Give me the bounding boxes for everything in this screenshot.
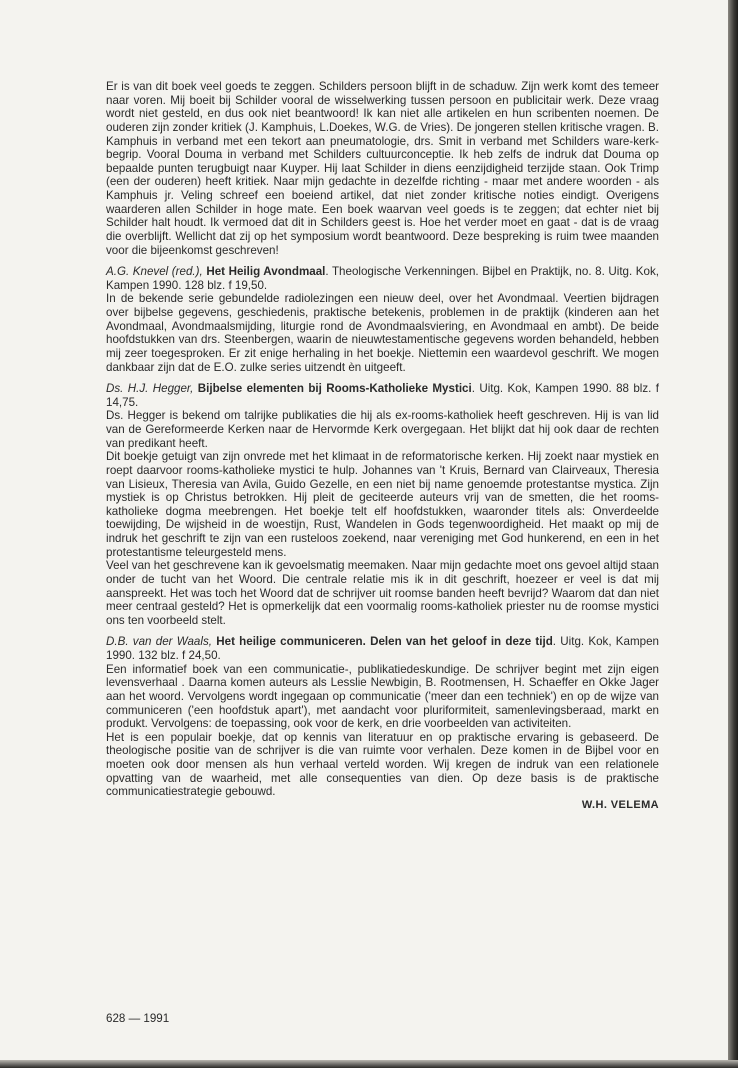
review-author: A.G. Knevel (red.), xyxy=(106,265,203,279)
review-details: . Theologische Verkenningen. Bijbel en Praktijk, no. 8. Uitg. Kok, Kampen 1990. 128 blz. f 19,50. xyxy=(106,265,659,292)
review-entry xyxy=(106,635,659,799)
page-bottom-edge xyxy=(0,1060,738,1068)
review-paragraph: Ds. Hegger is bekend om talrijke publikaties die hij als ex-rooms-katholiek heeft geschreven. Hij is van lid van de Gereformeerde Kerken naar de Hervormde Kerk overgegaan. Het blijkt dat hij ook daar de rechten van predikant heeft. xyxy=(106,409,659,450)
review-details: . Uitg. Kok, Kampen 1990. 132 blz. f 24,50. xyxy=(106,635,659,662)
review-heading xyxy=(106,635,659,662)
page-footer: 628 — 1991 xyxy=(106,1012,170,1025)
review-title: Het Heilig Avondmaal xyxy=(206,265,326,279)
review-paragraph: In de bekende serie gebundelde radiolezingen een nieuw deel, over het Avondmaal. Veertien bijdragen over bijbelse gegevens, geschiedenis, praktische betekenis, problemen in de praktijk (kinderen aan het Avondmaal, Avondmaalsmijding, liturgie rond de Avondmaalsviering, en Avondmaal en ambt). De beide hoofdstukken van drs. Steenbergen, waarin de nieuwtestamentische gegevens worden behandeld, hebben mij zeer toegesproken. Er zit enige herhaling in het boekje. Niettemin een waardevol geschrift. We mogen dankbaar zijn dat de E.O. zulke series uitzendt èn uitgeeft. xyxy=(106,292,659,374)
review-entry xyxy=(106,265,659,374)
review-details: . Uitg. Kok, Kampen 1990. 88 blz. f 14,75. xyxy=(106,382,659,409)
review-paragraph: Een informatief boek van een communicatie-, publikatiedeskundige. De schrijver begint met zijn eigen levensverhaal . Daarna komen auteurs als Lesslie Newbigin, B. Rootmensen, H. Schaeffer en Okke Jager aan het woord. Vervolgens wordt ingegaan op communicatie ('meer dan een techniek') en op de wijze van communiceren ('een hoofdstuk apart'), met aandacht voor pluriformiteit, samenlevingsberaad, markt en produkt. Vervolgens: de toepassing, ook voor de kerk, en drie voorbeelden van activiteiten. xyxy=(106,662,659,731)
review-author: D.B. van der Waals, xyxy=(106,635,212,649)
intro-paragraph: Er is van dit boek veel goeds te zeggen. Schilders persoon blijft in de schaduw. Zijn werk komt des temeer naar voren. Mij boeit bij Schilder vooral de wisselwerking tussen persoon en publicitair werk. Deze vraag wordt niet gesteld, en dus ook niet beantwoord! Ik kan niet alle artikelen en hun scribenten noemen. De ouderen zijn zonder kritiek (J. Kamphuis, L.Doekes, W.G. de Vries). De jongeren stellen kritische vragen. B. Kamphuis in verband met een tekort aan pneumatologie, drs. Smit in verband met Schilders ware-kerk-begrip. Vooral Douma in verband met Schilders cultuurconceptie. Ik heb zelfs de indruk dat Douma op bepaalde punten terugbuigt naar Kuyper. Hij laat Schilder in diens eenzijdigheid terzijde staan. Ook Trimp (een der ouderen) heeft kritiek. Naar mijn gedachte in dezelfde richting - maar met andere woorden - als Kamphuis jr. Veling schreef een boeiend artikel, dat niet zonder kritische noties eindigt. Overigens waarderen allen Schilder in hoge mate. Een boek waarvan veel goeds is te zeggen; dat echter niet bij Schilder halt houdt. Ik vermoed dat dit in Schilders geest is. Hoe het verder moet en gaat - dat is de vraag die overblijft. Wellicht dat zij op het symposium wordt beantwoord. Deze bespreking is ruim twee maanden voor die bijeenkomst geschreven! xyxy=(106,80,659,257)
review-entry xyxy=(106,382,659,627)
review-heading xyxy=(106,382,659,409)
page-text-column xyxy=(106,80,659,813)
review-title: Het heilige communiceren. Delen van het geloof in deze tijd xyxy=(216,635,553,649)
review-paragraph: Dit boekje getuigt van zijn onvrede met het klimaat in de reformatorische kerken. Hij zoekt naar mystiek en roept daarvoor rooms-katholieke mystici te hulp. Johannes van 't Kruis, Bernard van Clairveaux, Theresia van Lisieux, Theresia van Avila, Guido Gezelle, en een niet bij name genoemde protestantse mystica. Zijn mystiek is op Christus betrokken. Hij pleit de geciteerde auteurs vrij van de smetten, die het rooms-katholieke dogma meebrengen. Het boekje telt elf hoofdstukken, waaronder titels als: Onverdeelde toewijding, De wijsheid in de woestijn, Rust, Wandelen in Gods tegenwoordigheid. Het maakt op mij de indruk het geschrift te zijn van een rusteloos zoekend, naar vereniging met God hunkerend, en een in het protestantisme teleurgesteld mens. xyxy=(106,450,659,559)
review-author: Ds. H.J. Hegger, xyxy=(106,382,194,396)
review-title: Bijbelse elementen bij Rooms-Katholieke Mystici xyxy=(197,382,472,396)
review-paragraph: Het is een populair boekje, dat op kennis van literatuur en op praktische ervaring is gebaseerd. De theologische positie van de schrijver is die van ruimte voor verhalen. Deze komen in de Bijbel voor en moeten ook door mensen als hun verhaal verteld worden. Wij kregen de indruk van een relationele opvatting van de waarheid, met alle consequenties van dien. Op deze basis is de praktische communicatiestrategie gebouwd. xyxy=(106,730,659,799)
reviewer-signature: W.H. VELEMA xyxy=(581,798,659,811)
review-heading xyxy=(106,265,659,292)
review-paragraph: Veel van het geschrevene kan ik gevoelsmatig meemaken. Naar mijn gedachte moet ons gevoel altijd staan onder de tucht van het Woord. Die centrale relatie mis ik in dit geschrift, hoezeer er veel is dat mij aanspreekt. Het was toch het Woord dat de schrijver uit roomse banden heeft bevrijd? Waarom dat dan niet meer centraal gesteld? Het is opmerkelijk dat een voormalig rooms-katholiek priester nu de roomse mystici ons ten voorbeeld stelt. xyxy=(106,559,659,627)
page-edge-shadow xyxy=(728,0,738,1068)
